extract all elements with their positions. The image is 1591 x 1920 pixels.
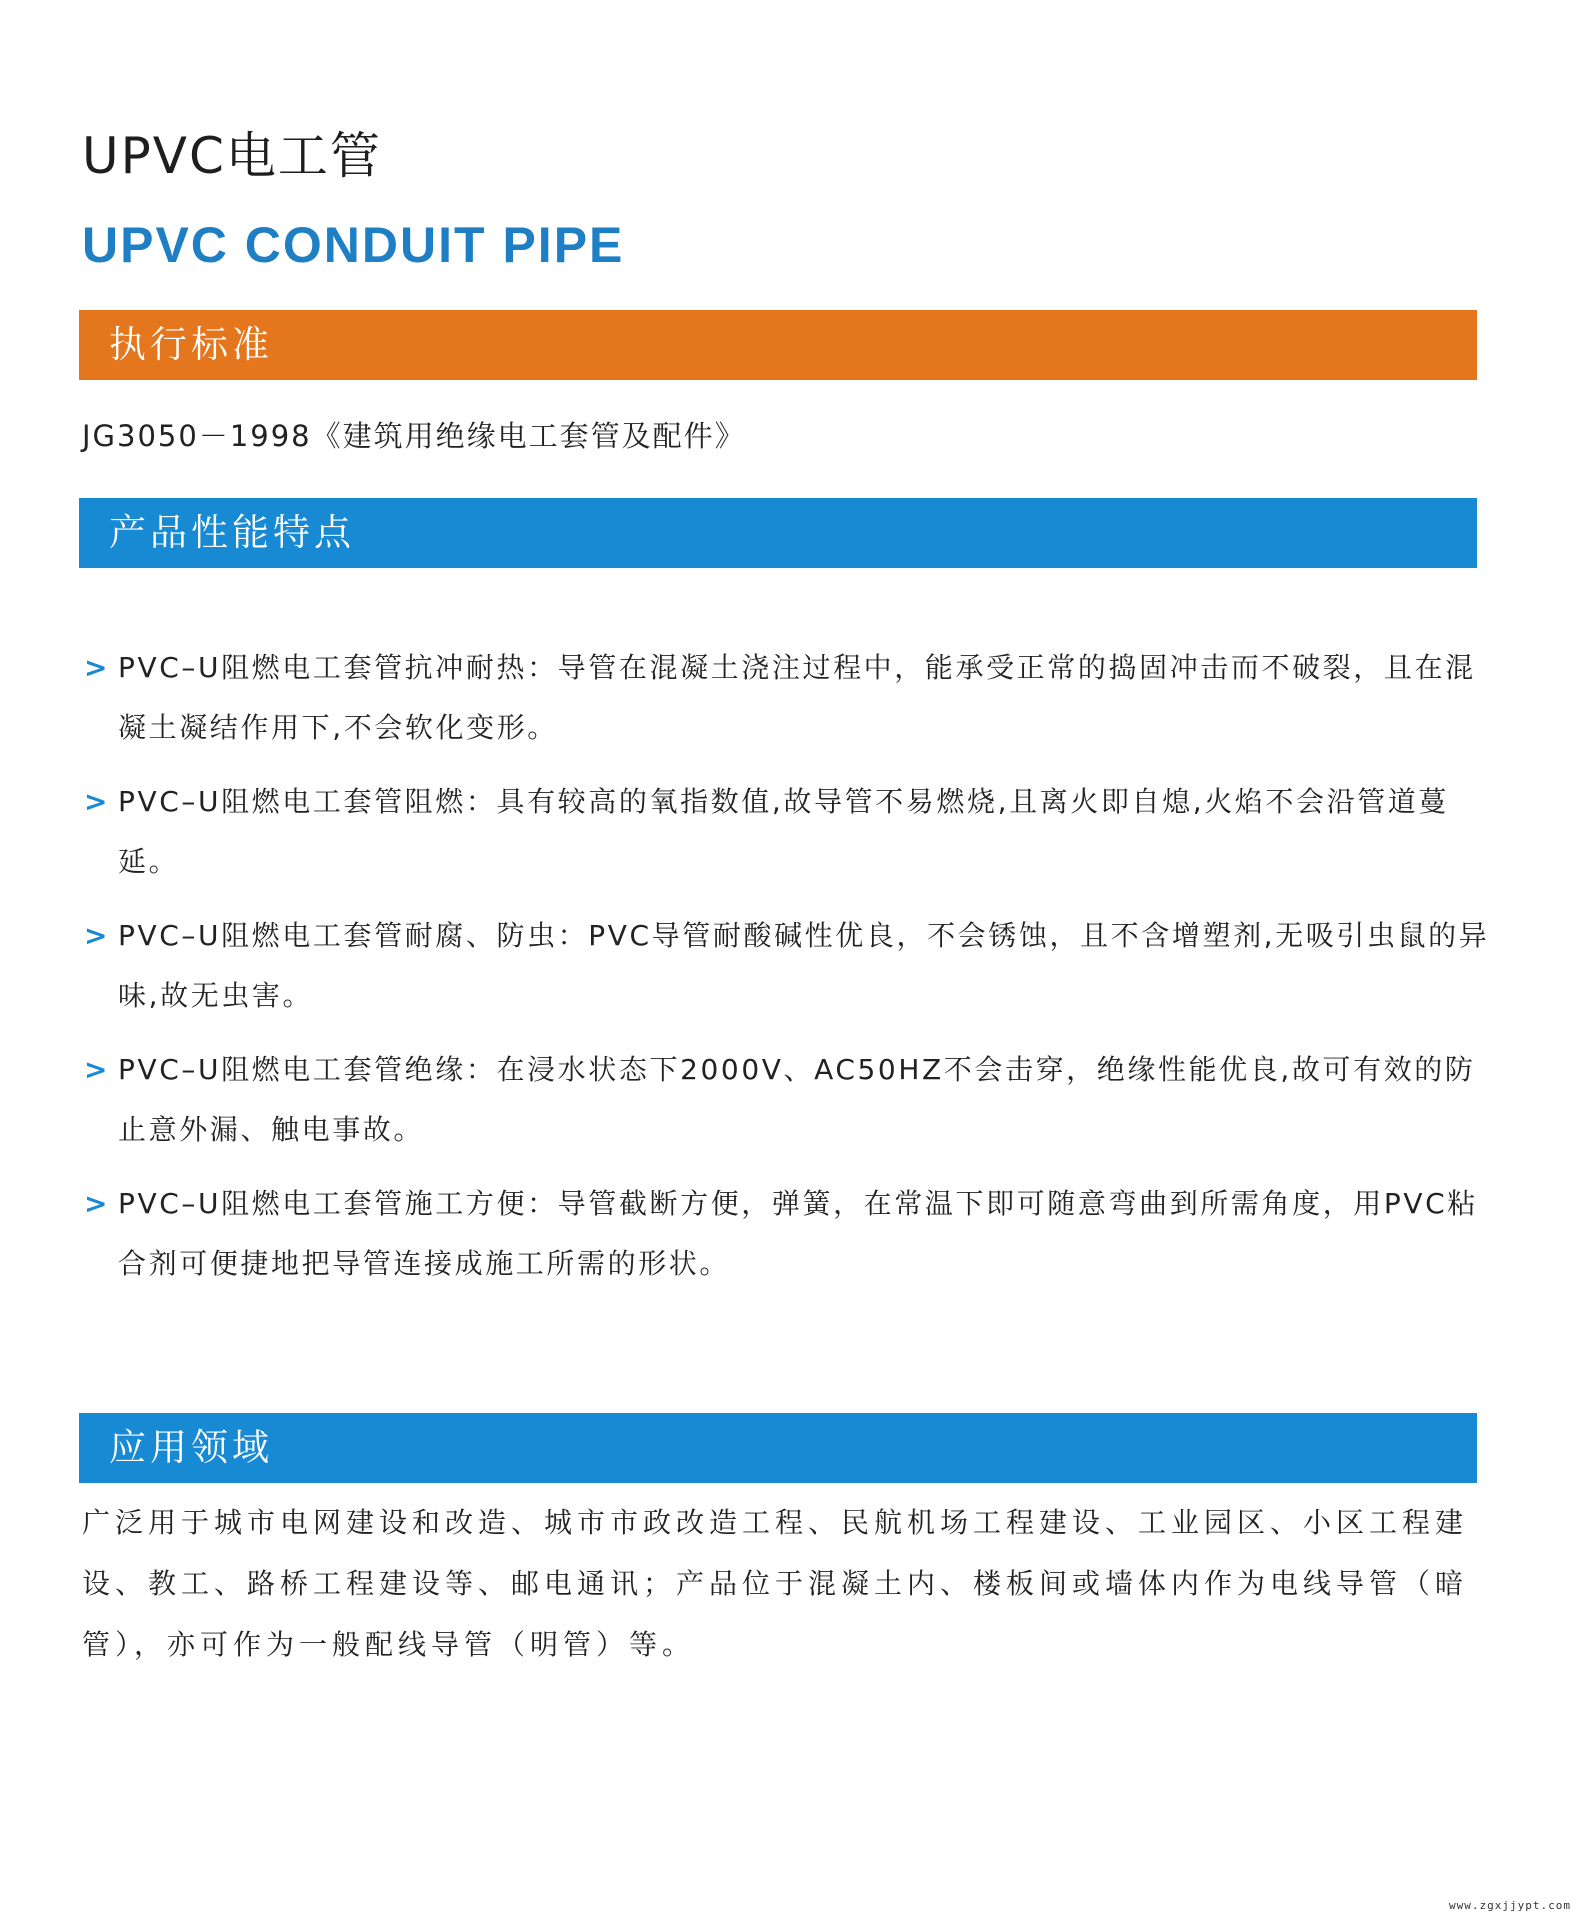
- section-header-standard: 执行标准: [79, 310, 1477, 380]
- feature-text: PVC–U阻燃电工套管阻燃：具有较高的氧指数值,故导管不易燃烧,且离火即自熄,火焰不会沿管道蔓延。: [118, 785, 1449, 878]
- feature-item: [84, 772, 1504, 892]
- feature-text: PVC–U阻燃电工套管抗冲耐热：导管在混凝土浇注过程中，能承受正常的捣固冲击而不破裂，且在混凝土凝结作用下,不会软化变形。: [118, 651, 1476, 744]
- feature-item: [84, 638, 1504, 758]
- feature-item: [84, 906, 1504, 1026]
- feature-item: [84, 1040, 1504, 1160]
- page-title-cn: UPVC电工管: [82, 127, 382, 185]
- bullet-arrow-icon: >: [84, 785, 108, 818]
- page-title-en: UPVC CONDUIT PIPE: [82, 217, 625, 273]
- feature-text: PVC–U阻燃电工套管耐腐、防虫：PVC导管耐酸碱性优良，不会锈蚀，且不含增塑剂,无吸引虫鼠的异味,故无虫害。: [118, 919, 1490, 1012]
- bullet-arrow-icon: >: [84, 651, 108, 684]
- bullet-arrow-icon: >: [84, 1053, 108, 1086]
- section-header-features: 产品性能特点: [79, 498, 1477, 568]
- feature-text: PVC–U阻燃电工套管绝缘：在浸水状态下2000V、AC50HZ不会击穿，绝缘性能优良,故可有效的防止意外漏、触电事故。: [118, 1053, 1476, 1146]
- section-header-applications: 应用领域: [79, 1413, 1477, 1483]
- standard-text: JG3050－1998《建筑用绝缘电工套管及配件》: [82, 419, 746, 453]
- bullet-arrow-icon: >: [84, 1187, 108, 1220]
- feature-item: [84, 1174, 1504, 1294]
- features-list: [84, 638, 1504, 1308]
- bullet-arrow-icon: >: [84, 919, 108, 952]
- applications-text: 广泛用于城市电网建设和改造、城市市政改造工程、民航机场工程建设、工业园区、小区工程建设、教工、路桥工程建设等、邮电通讯；产品位于混凝土内、楼板间或墙体内作为电线导管（暗管），亦可作为一般配线导管（明管）等。: [82, 1506, 1469, 1661]
- footer-watermark-url: www.zgxjjypt.com: [1449, 1899, 1571, 1912]
- feature-text: PVC–U阻燃电工套管施工方便：导管截断方便，弹簧，在常温下即可随意弯曲到所需角度，用PVC粘合剂可便捷地把导管连接成施工所需的形状。: [118, 1187, 1478, 1280]
